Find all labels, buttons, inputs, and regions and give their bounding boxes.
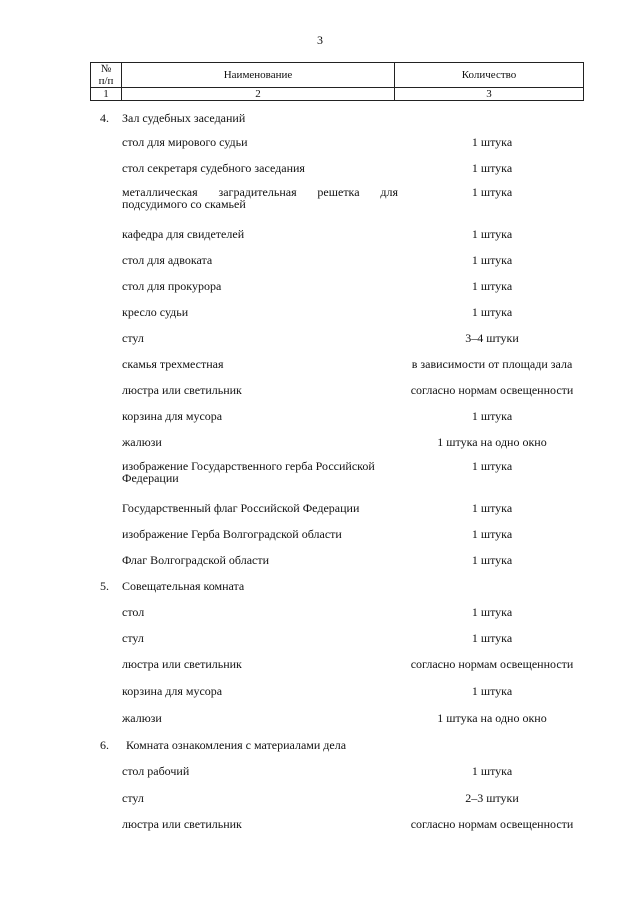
- list-item: [0, 226, 640, 242]
- list-item: [0, 683, 640, 699]
- item-name: кафедра для свидетелей: [122, 227, 245, 241]
- list-item: [0, 790, 640, 806]
- list-item: [0, 458, 640, 485]
- header-num-3: 3: [395, 88, 584, 101]
- item-name: [122, 460, 398, 484]
- header-col-name: Наименование: [122, 63, 395, 88]
- item-quantity: 1 штука: [471, 161, 513, 175]
- list-item: [0, 382, 640, 398]
- item-quantity: 1 штука: [471, 459, 513, 473]
- item-quantity: 1 штука: [471, 631, 513, 645]
- item-quantity: согласно нормам освещенности: [410, 383, 574, 397]
- list-item: [0, 500, 640, 516]
- item-name: стул: [122, 791, 144, 805]
- list-item: [0, 134, 640, 150]
- section-number: 5.: [100, 579, 109, 593]
- section-heading: [0, 110, 640, 126]
- list-item: [0, 552, 640, 568]
- header-col-quantity: Количество: [395, 63, 584, 88]
- item-name: Государственный флаг Российской Федерации: [122, 501, 360, 515]
- item-quantity: 1 штука: [471, 253, 513, 267]
- item-quantity: 1 штука: [471, 135, 513, 149]
- item-quantity: 1 штука: [471, 553, 513, 567]
- item-name: корзина для мусора: [122, 684, 223, 698]
- list-item: [0, 304, 640, 320]
- item-name-line1: изображение Государственного герба Российской: [122, 459, 375, 473]
- section-heading: [0, 737, 640, 753]
- list-item: [0, 604, 640, 620]
- list-item: [0, 434, 640, 450]
- section-title: Совещательная комната: [122, 579, 245, 593]
- item-quantity: 1 штука: [471, 279, 513, 293]
- item-name-line2: Федерации: [122, 471, 179, 485]
- item-name: жалюзи: [122, 435, 162, 449]
- item-quantity: 1 штука: [471, 764, 513, 778]
- item-quantity: 1 штука: [471, 185, 513, 199]
- item-name: [122, 186, 398, 210]
- item-name: изображение Герба Волгоградской области: [122, 527, 342, 541]
- item-quantity: согласно нормам освещенности: [410, 657, 574, 671]
- list-item: [0, 630, 640, 646]
- list-item: [0, 656, 640, 672]
- table-header: [90, 62, 584, 101]
- word: заградительная: [218, 185, 297, 199]
- item-name: кресло судьи: [122, 305, 189, 319]
- header-num-1: 1: [91, 88, 122, 101]
- list-item: [0, 763, 640, 779]
- item-quantity: 1 штука: [471, 501, 513, 515]
- item-quantity: 1 штука на одно окно: [437, 711, 547, 725]
- item-name: стол для адвоката: [122, 253, 213, 267]
- item-name: стол для мирового судьи: [122, 135, 248, 149]
- item-quantity: 1 штука: [471, 409, 513, 423]
- item-name: стул: [122, 331, 144, 345]
- header-col-number: № п/п: [91, 63, 122, 88]
- item-name: стол для прокурора: [122, 279, 222, 293]
- item-name: стол секретаря судебного заседания: [122, 161, 305, 175]
- item-quantity: 1 штука: [471, 227, 513, 241]
- page-number: 3: [317, 33, 323, 47]
- item-quantity: 1 штука на одно окно: [437, 435, 547, 449]
- section-heading: [0, 578, 640, 594]
- item-name: люстра или светильник: [122, 383, 242, 397]
- list-item: [0, 184, 640, 211]
- item-name: стол: [122, 605, 145, 619]
- item-quantity: 1 штука: [471, 527, 513, 541]
- item-name: корзина для мусора: [122, 409, 223, 423]
- list-item: [0, 710, 640, 726]
- item-quantity: в зависимости от площади зала: [411, 357, 573, 371]
- item-quantity: 2–3 штуки: [465, 791, 519, 805]
- item-name: люстра или светильник: [122, 817, 242, 831]
- item-quantity: 1 штука: [471, 605, 513, 619]
- list-item: [0, 408, 640, 424]
- word: решетка: [317, 185, 360, 199]
- word: металлическая: [122, 185, 198, 199]
- list-item: [0, 252, 640, 268]
- section-number: 6.: [100, 738, 109, 752]
- item-name: люстра или светильник: [122, 657, 242, 671]
- section-title: Комната ознакомления с материалами дела: [126, 738, 347, 752]
- word: для: [380, 185, 398, 199]
- item-quantity: согласно нормам освещенности: [410, 817, 574, 831]
- item-quantity: 1 штука: [471, 684, 513, 698]
- item-name: скамья трехместная: [122, 357, 224, 371]
- list-item: [0, 330, 640, 346]
- list-item: [0, 278, 640, 294]
- list-item: [0, 356, 640, 372]
- item-name: Флаг Волгоградской области: [122, 553, 270, 567]
- header-num-2: 2: [122, 88, 395, 101]
- item-name: стол рабочий: [122, 764, 190, 778]
- item-quantity: 1 штука: [471, 305, 513, 319]
- item-quantity: 3–4 штуки: [465, 331, 519, 345]
- item-name: стул: [122, 631, 144, 645]
- item-name: жалюзи: [122, 711, 162, 725]
- section-title: Зал судебных заседаний: [122, 111, 246, 125]
- list-item: [0, 526, 640, 542]
- section-number: 4.: [100, 111, 109, 125]
- item-name-line2: подсудимого со скамьей: [122, 197, 246, 211]
- list-item: [0, 816, 640, 832]
- list-item: [0, 160, 640, 176]
